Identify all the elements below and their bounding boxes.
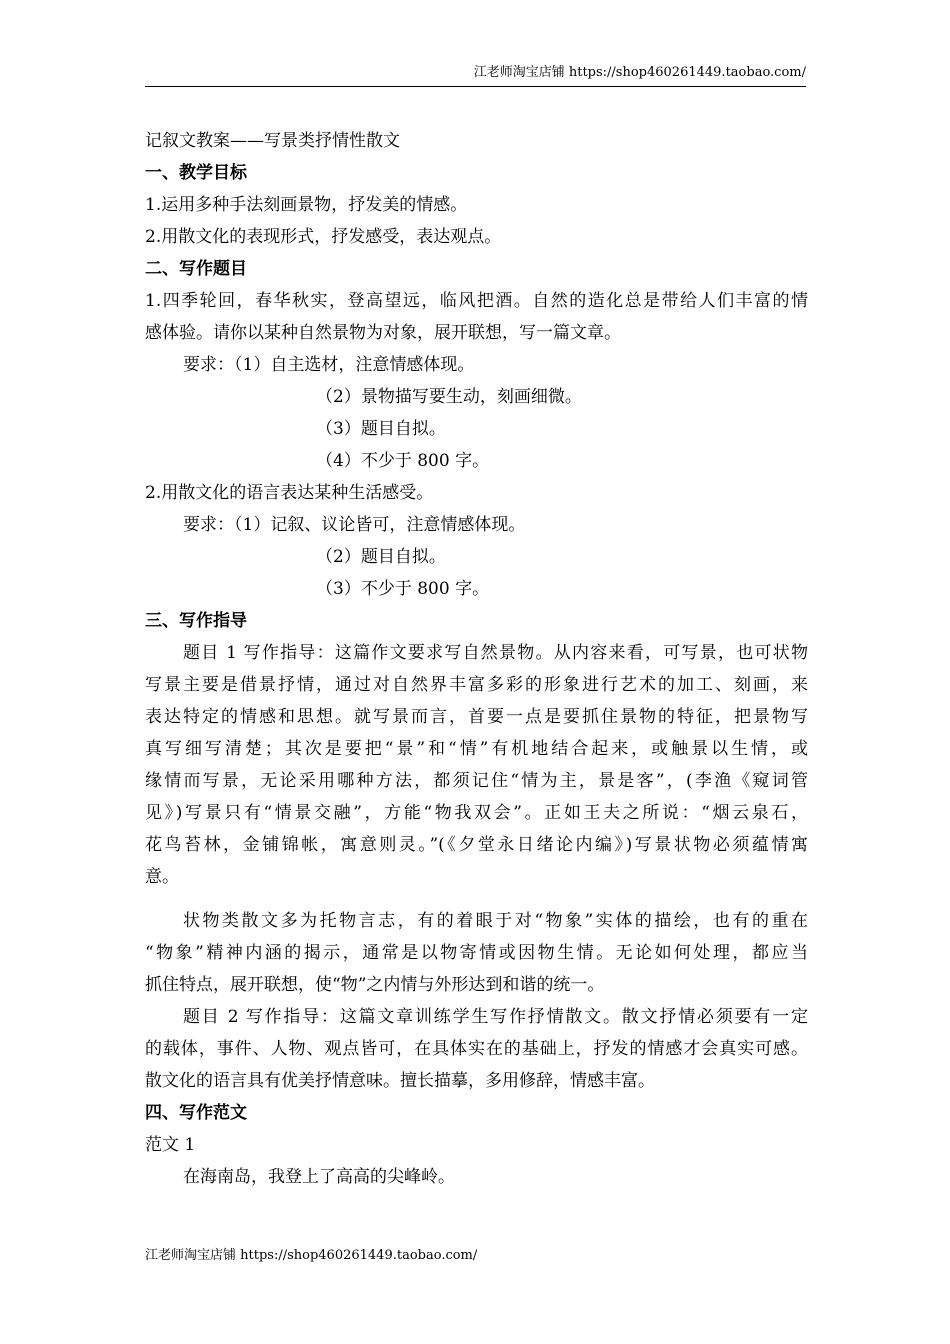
- requirement-line: 要求：（1）记叙、议论皆可，注意情感体现。: [183, 515, 526, 535]
- page-header: [145, 64, 806, 87]
- requirement-line: （2）题目自拟。: [316, 547, 446, 567]
- paragraph-line: 状物类散文多为托物言志，有的着眼于对“物象”实体的描绘，也有的重在: [183, 911, 808, 931]
- paragraph-line: 花鸟苔林，金铺锦帐，寓意则灵。”(《夕堂永日绪论内编》)写景状物必须蕴情寓: [145, 835, 808, 855]
- paragraph-line: “物象”精神内涵的揭示，通常是以物寄情或因物生情。无论如何处理，都应当: [145, 943, 808, 963]
- requirement-line: （3）不少于 800 字。: [316, 579, 490, 599]
- section-heading-guidance: 三、写作指导: [145, 611, 247, 631]
- paragraph-line: 意。: [145, 867, 179, 887]
- requirement-line: （2）景物描写要生动，刻画细微。: [316, 387, 582, 407]
- footer-text: 江老师淘宝店铺 https://shop460261449.taobao.com/: [145, 1248, 478, 1263]
- document-body: [145, 125, 808, 1193]
- paragraph-line: 题目 1 写作指导：这篇作文要求写自然景物。从内容来看，可写景，也可状物: [183, 643, 808, 663]
- requirement-line: （3）题目自拟。: [316, 419, 446, 439]
- paragraph-line: 表达特定的情感和思想。就写景而言，首要一点是要抓住景物的特征，把景物写: [145, 707, 808, 727]
- topic-1-line: 1.四季轮回，春华秋实，登高望远，临风把酒。自然的造化总是带给人们丰富的情: [145, 291, 808, 311]
- paragraph-line: 见》)写景只有“情景交融”，方能“物我双会”。正如王夫之所说：“烟云泉石，: [145, 803, 808, 823]
- paragraph-line: 抓住特点，展开联想，使“物”之内情与外形达到和谐的统一。: [145, 975, 605, 995]
- requirement-line: 要求：（1）自主选材，注意情感体现。: [183, 355, 475, 375]
- requirement-line: （4）不少于 800 字。: [316, 451, 490, 471]
- paragraph-line: 散文化的语言具有优美抒情意味。擅长描摹，多用修辞，情感丰富。: [145, 1071, 655, 1091]
- paragraph-line: 题目 2 写作指导：这篇文章训练学生写作抒情散文。散文抒情必须要有一定: [183, 1007, 808, 1027]
- sample-label: 范文 1: [145, 1135, 196, 1155]
- topic-1-line: 感体验。请你以某种自然景物为对象，展开联想，写一篇文章。: [145, 323, 621, 343]
- paragraph-line: 的载体，事件、人物、观点皆可，在具体实在的基础上，抒发的情感才会真实可感。: [145, 1039, 808, 1059]
- section-heading-topics: 二、写作题目: [145, 259, 247, 279]
- paragraph-line: 写景主要是借景抒情，通过对自然界丰富多彩的形象进行艺术的加工、刻画，来: [145, 675, 808, 695]
- section-heading-samples: 四、写作范文: [145, 1103, 247, 1123]
- sample-line: 在海南岛，我登上了高高的尖峰岭。: [183, 1167, 455, 1187]
- objective-line: 2.用散文化的表现形式，抒发感受，表达观点。: [145, 227, 502, 247]
- topic-2-line: 2.用散文化的语言表达某种生活感受。: [145, 483, 434, 503]
- objective-line: 1.运用多种手法刻画景物，抒发美的情感。: [145, 195, 468, 215]
- paragraph-line: 真写细写清楚；其次是要把“景”和“情”有机地结合起来，或触景以生情，或: [145, 739, 808, 759]
- paragraph-line: 缘情而写景，无论采用哪种方法，都须记住“情为主，景是客”，(李渔《窥词管: [145, 771, 808, 791]
- header-text: 江老师淘宝店铺 https://shop460261449.taobao.com/: [473, 65, 806, 80]
- section-heading-objectives: 一、教学目标: [145, 163, 247, 183]
- page-footer: [145, 1247, 477, 1265]
- document-title: 记叙文教案——写景类抒情性散文: [145, 131, 400, 151]
